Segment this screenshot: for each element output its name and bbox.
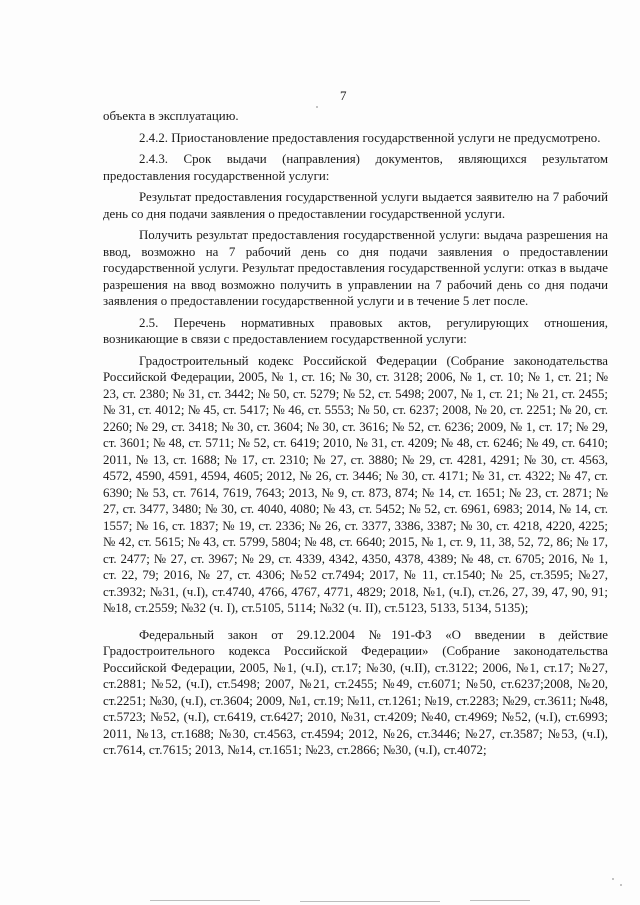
paragraph-2-4-2: 2.4.2. Приостановление предоставления государственной услуги не предусмотрено.: [139, 130, 601, 145]
page-number: 7: [340, 88, 347, 103]
paragraph-grad-code: Градостроительный кодекс Российской Федерации (Собрание законодательства Российской Федерации, 2005, № 1, ст. 16; № 30, ст. 3128; 2006, № 1, ст. 10; № 1, ст. 21; № 23, ст. 2380; № 31, ст. 3442; № 50, ст. 5279; № 52, ст. 5498; 2007, № 1, ст. 21; № 21, ст. 2455; № 31, ст. 4012; № 45, ст. 5417; № 46, ст. 5553; № 50, ст. 6237; 2008, № 20, ст. 2251; № 20, ст. 2260; № 29, ст. 3418; № 30, ст. 3604; № 30, ст. 3616; № 52, ст. 6236; 2009, № 1, ст. 17; № 29, ст. 3601; № 48, ст. 5711; № 52, ст. 6419; 2010, № 31, ст. 4209; № 48, ст. 6246; № 49, ст. 6410; 2011, № 13, ст. 1688; № 17, ст. 2310; № 27, ст. 3880; № 29, ст. 4281, 4291; № 30, ст. 4563, 4572, 4590, 4591, 4594, 4605; 2012, № 26, ст. 3446; № 30, ст. 4171; № 31, ст. 4322; № 47, ст. 6390; № 53, ст. 7614, 7619, 7643; 2013, № 9, ст. 873, 874; № 14, ст. 1651; № 23, ст. 2871; № 27, ст. 3477, 3480; № 30, ст. 4040, 4080; № 43, ст. 5452; № 52, ст. 6961, 6983; 2014, № 14, ст. 1557; № 16, ст. 1837; № 19, ст. 2336; № 26, ст. 3377, 3386, 3387; № 30, ст. 4218, 4220, 4225; № 42, ст. 5615; № 43, ст. 5799, 5804; № 48, ст. 6640; 2015, № 1, ст. 9, 11, 38, 52, 72, 86; № 17, ст. 2477; № 27, ст. 3967; № 29, ст. 4339, 4342, 4350, 4378, 4389; № 48, ст. 6705; 2016, № 1, ст. 22, 79; 2016, № 27, ст. 4306; №52 ст.7494; 2017, № 11, ст.1540; № 25, ст.3595; №27, ст.3932; №31, (ч.I), ст.4740, 4766, 4767, 4771, 4829; 2018, №1, (ч.I), ст.26, 27, 39, 47, 90, 91; №18, ст.2559; №32 (ч. I), ст.5105, 5114; №32 (ч. II), ст.5123, 5133, 5134, 5135);: [103, 353, 608, 615]
scan-artifact: [612, 878, 614, 880]
paragraph-result-issue: Результат предоставления государственной услуги выдается заявителю на 7 рабочий день со дня подачи заявления о предоставлении государственной услуги.: [103, 190, 608, 221]
document-body: [103, 108, 608, 764]
scan-artifact: [150, 900, 260, 901]
scan-artifact: [470, 900, 530, 901]
scan-artifact: [620, 884, 622, 886]
scan-artifact: [316, 106, 318, 108]
scan-artifact: [300, 901, 440, 902]
paragraph-2-5: 2.5. Перечень нормативных правовых актов, регулирующих отношения, возникающие в связи с предоставлением государственной услуги:: [103, 315, 608, 346]
paragraph-result-receive: Получить результат предоставления государственной услуги: выдача разрешения на ввод, возможно на 7 рабочий день со дня подачи заявления о предоставлении государственной услуги. Результат предоставления государственной услуги: отказ в выдаче разрешения на ввод возможно получить в управлении на 7 рабочий день со дня подачи заявления о предоставлении государственной услуги и в течение 5 лет после.: [103, 228, 608, 308]
paragraph-federal-law: Федеральный закон от 29.12.2004 №191-ФЗ «О введении в действие Градостроительного кодекса Российской Федерации» (Собрание законодательства Российской Федерации, 2005, №1, (ч.I), ст.17; №30, (ч.II), ст.3122; 2006, №1, ст.17; №27, ст.2881; №52, (ч.I), ст.5498; 2007, №21, ст.2455; №49, ст.6071; №50, ст.6237;2008, №20, ст.2251; №30, (ч.I), ст.3604; 2009, №1, ст.19; №11, ст.1261; №19, ст.2283; №29, ст.3611; №48, ст.5723; №52, (ч.I), ст.6419, ст.6427; 2010, №31, ст.4209; №40, ст.4969; №52, (ч.I), ст.6993; 2011, №13, ст.1688; №30, ст.4563, ст.4594; 2012, №26, ст.3446; №27, ст.3587; №53, (ч.I), ст.7614, ст.7615; 2013, №14, ст.1651; №23, ст.2866; №30, (ч.I), ст.4072;: [103, 627, 608, 757]
paragraph-2-4-3: 2.4.3. Срок выдачи (направления) документов, являющихся результатом предоставления государственной услуги:: [103, 152, 608, 183]
paragraph-continuation: объекта в эксплуатацию.: [103, 109, 239, 123]
